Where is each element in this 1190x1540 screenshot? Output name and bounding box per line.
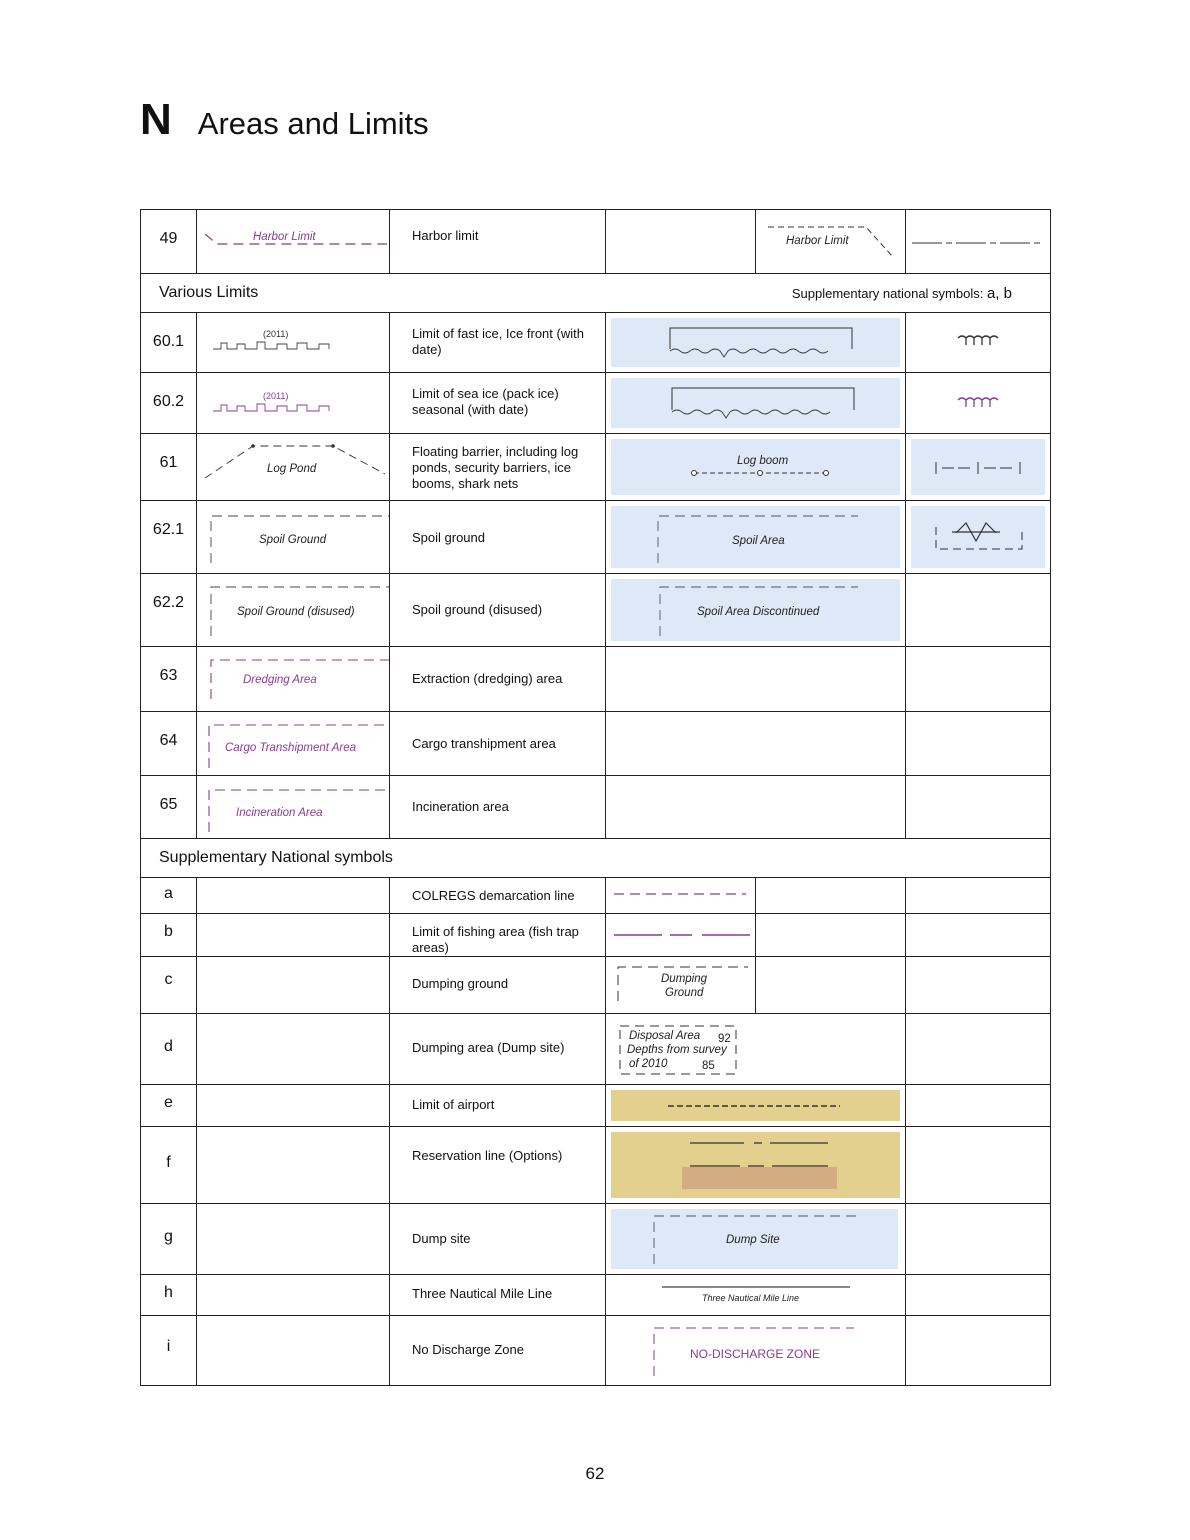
table-row — [141, 1085, 1051, 1127]
description: Harbor limit — [390, 210, 606, 274]
description: Limit of fast ice, Ice front (with date) — [390, 313, 606, 373]
table-row — [141, 313, 1051, 373]
int-symbol-cell — [197, 647, 390, 712]
description: Extraction (dredging) area — [390, 647, 606, 712]
spoil-area-label: Spoil Area — [732, 535, 785, 547]
row-number: h — [141, 1275, 197, 1316]
empty-cell — [906, 1127, 1051, 1204]
empty-cell — [906, 1204, 1051, 1275]
spoil-ground-label: Spoil Ground — [259, 534, 327, 546]
description: Spoil ground (disused) — [390, 574, 606, 647]
table-row — [141, 373, 1051, 434]
other-symbol-cell — [906, 313, 1051, 373]
page-heading — [140, 95, 429, 145]
table-row — [141, 210, 1051, 274]
empty-cell — [197, 1127, 390, 1204]
section-letter: N — [140, 95, 172, 144]
empty-cell — [197, 1316, 390, 1386]
table-row — [141, 957, 1051, 1014]
table-row — [141, 1275, 1051, 1316]
empty-cell — [756, 878, 906, 914]
three-mile-line-label: Three Nautical Mile Line — [702, 1293, 800, 1303]
empty-cell — [197, 914, 390, 957]
empty-cell — [197, 1014, 390, 1085]
section-title: Supplementary National symbols — [159, 849, 393, 866]
row-number: 49 — [141, 210, 197, 274]
us-symbol-cell — [606, 434, 906, 501]
page-number: 62 — [585, 1464, 605, 1483]
colregs-line-symbol — [606, 878, 755, 913]
us-symbol-cell — [606, 1275, 906, 1316]
int-symbol-cell — [197, 501, 390, 574]
harbor-limit-alt-symbol — [906, 210, 1050, 273]
no-discharge-zone-label: NO-DISCHARGE ZONE — [690, 1347, 821, 1361]
us-symbol-cell — [606, 878, 756, 914]
sea-ice-int-symbol — [197, 373, 389, 433]
us-symbol-cell — [606, 1316, 906, 1386]
empty-cell — [197, 1204, 390, 1275]
fast-ice-alt-symbol — [906, 313, 1050, 372]
description: Dumping ground — [390, 957, 606, 1014]
fast-ice-us-symbol — [606, 313, 905, 372]
description: Spoil ground — [390, 501, 606, 574]
supplementary-label: Supplementary national symbols: — [791, 286, 984, 301]
harbor-limit-label: Harbor Limit — [253, 231, 316, 243]
description: No Discharge Zone — [390, 1316, 606, 1386]
dredging-area-label: Dredging Area — [243, 674, 317, 686]
reservation-line-symbol — [606, 1127, 905, 1203]
row-number: g — [141, 1204, 197, 1275]
empty-cell — [197, 957, 390, 1014]
section-header — [141, 274, 1051, 313]
empty-cell — [906, 1316, 1051, 1386]
survey-year-label: of 2010 — [629, 1058, 668, 1070]
us-symbol-cell — [606, 313, 906, 373]
other-symbol-cell — [906, 434, 1051, 501]
dumping-ground-symbol — [606, 957, 755, 1013]
dumping-ground-label-1: Dumping — [661, 973, 708, 985]
fishing-area-limit-symbol — [606, 914, 755, 956]
description: Limit of sea ice (pack ice) seasonal (with date) — [390, 373, 606, 434]
page-title: Areas and Limits — [197, 106, 429, 141]
empty-cell — [197, 1085, 390, 1127]
empty-cell — [906, 712, 1051, 776]
description: Incineration area — [390, 776, 606, 839]
disposal-area-label: Disposal Area — [629, 1030, 701, 1042]
section-title: Various Limits — [159, 284, 259, 301]
row-number: 60.1 — [141, 313, 197, 373]
dump-site-label: Dump Site — [726, 1234, 780, 1246]
empty-cell — [197, 1275, 390, 1316]
us-symbol-cell — [756, 210, 906, 274]
empty-cell — [606, 647, 906, 712]
airport-limit-symbol — [606, 1085, 905, 1126]
empty-cell — [906, 776, 1051, 839]
row-number: f — [141, 1127, 197, 1204]
empty-cell — [756, 957, 906, 1014]
empty-cell — [906, 957, 1051, 1014]
table-row — [141, 1014, 1051, 1085]
symbol-table — [140, 209, 1051, 1386]
description: Floating barrier, including log ponds, security barriers, ice booms, shark nets — [390, 434, 606, 501]
fast-ice-int-symbol — [197, 313, 389, 372]
table-row — [141, 647, 1051, 712]
empty-cell — [197, 878, 390, 914]
row-number: 62.2 — [141, 574, 197, 647]
table-row — [141, 1127, 1051, 1204]
other-symbol-cell — [906, 373, 1051, 434]
table-row — [141, 434, 1051, 501]
us-symbol-cell — [606, 574, 906, 647]
us-symbol-cell — [606, 1204, 906, 1275]
description: Dump site — [390, 1204, 606, 1275]
empty-cell — [606, 776, 906, 839]
us-symbol-cell — [606, 1014, 906, 1085]
row-number: 60.2 — [141, 373, 197, 434]
table-row — [141, 574, 1051, 647]
empty-cell — [906, 878, 1051, 914]
int-symbol-cell — [197, 373, 390, 434]
log-boom-us-symbol — [606, 434, 905, 500]
empty-cell — [906, 647, 1051, 712]
row-number: 64 — [141, 712, 197, 776]
section-header-row — [141, 839, 1051, 878]
ice-date-label: (2011) — [263, 391, 289, 401]
depth-sounding: 92 — [718, 1033, 731, 1045]
spoil-area-discontinued-label: Spoil Area Discontinued — [697, 606, 820, 618]
ice-date-label: (2011) — [263, 329, 289, 339]
description: Dumping area (Dump site) — [390, 1014, 606, 1085]
us-symbol-cell — [606, 501, 906, 574]
int-symbol-cell — [197, 776, 390, 839]
description: Cargo transhipment area — [390, 712, 606, 776]
empty-cell — [906, 914, 1051, 957]
row-number: d — [141, 1014, 197, 1085]
table-row — [141, 878, 1051, 914]
description: Limit of fishing area (fish trap areas) — [390, 914, 606, 957]
description: Reservation line (Options) — [390, 1127, 606, 1204]
depths-survey-label: Depths from survey — [627, 1044, 727, 1056]
section-header — [141, 839, 1051, 878]
supplementary-refs: a, b — [986, 285, 1012, 302]
table-row — [141, 1204, 1051, 1275]
table-row — [141, 776, 1051, 839]
other-symbol-cell — [906, 501, 1051, 574]
row-number: b — [141, 914, 197, 957]
sea-ice-us-symbol — [606, 373, 905, 433]
row-number: c — [141, 957, 197, 1014]
log-pond-label: Log Pond — [267, 463, 317, 475]
table-row — [141, 501, 1051, 574]
us-symbol-cell — [606, 1127, 906, 1204]
row-number: e — [141, 1085, 197, 1127]
us-symbol-cell — [606, 373, 906, 434]
us-symbol-cell — [606, 957, 756, 1014]
us-symbol-cell — [606, 1085, 906, 1127]
log-boom-label: Log boom — [737, 455, 789, 467]
description: Limit of airport — [390, 1085, 606, 1127]
empty-cell — [906, 574, 1051, 647]
int-symbol-cell — [197, 210, 390, 274]
harbor-limit-us-label: Harbor Limit — [786, 235, 849, 247]
spoil-ground-disused-label: Spoil Ground (disused) — [237, 606, 355, 618]
description: COLREGS demarcation line — [390, 878, 606, 914]
int-symbol-cell — [197, 574, 390, 647]
cargo-transhipment-label: Cargo Transhipment Area — [225, 742, 357, 754]
row-number: 62.1 — [141, 501, 197, 574]
supplementary-note — [792, 285, 1012, 302]
row-number: i — [141, 1316, 197, 1386]
row-number: 65 — [141, 776, 197, 839]
other-symbol-cell — [906, 210, 1051, 274]
row-number: a — [141, 878, 197, 914]
empty-cell — [606, 712, 906, 776]
empty-cell — [906, 1275, 1051, 1316]
depth-sounding: 85 — [702, 1060, 715, 1072]
row-number: 63 — [141, 647, 197, 712]
table-row — [141, 712, 1051, 776]
int-symbol-cell — [197, 712, 390, 776]
spoil-alt-symbol — [906, 501, 1050, 573]
table-row — [141, 1316, 1051, 1386]
empty-cell — [606, 210, 756, 274]
empty-cell — [906, 1014, 1051, 1085]
description: Three Nautical Mile Line — [390, 1275, 606, 1316]
section-header-row — [141, 274, 1051, 313]
empty-cell — [906, 1085, 1051, 1127]
dumping-ground-label-2: Ground — [665, 987, 704, 999]
sea-ice-alt-symbol — [906, 373, 1050, 433]
us-symbol-cell — [606, 914, 756, 957]
log-boom-alt-symbol — [906, 434, 1050, 500]
row-number: 61 — [141, 434, 197, 501]
table-row — [141, 914, 1051, 957]
int-symbol-cell — [197, 434, 390, 501]
empty-cell — [756, 914, 906, 957]
incineration-area-label: Incineration Area — [236, 807, 323, 819]
int-symbol-cell — [197, 313, 390, 373]
